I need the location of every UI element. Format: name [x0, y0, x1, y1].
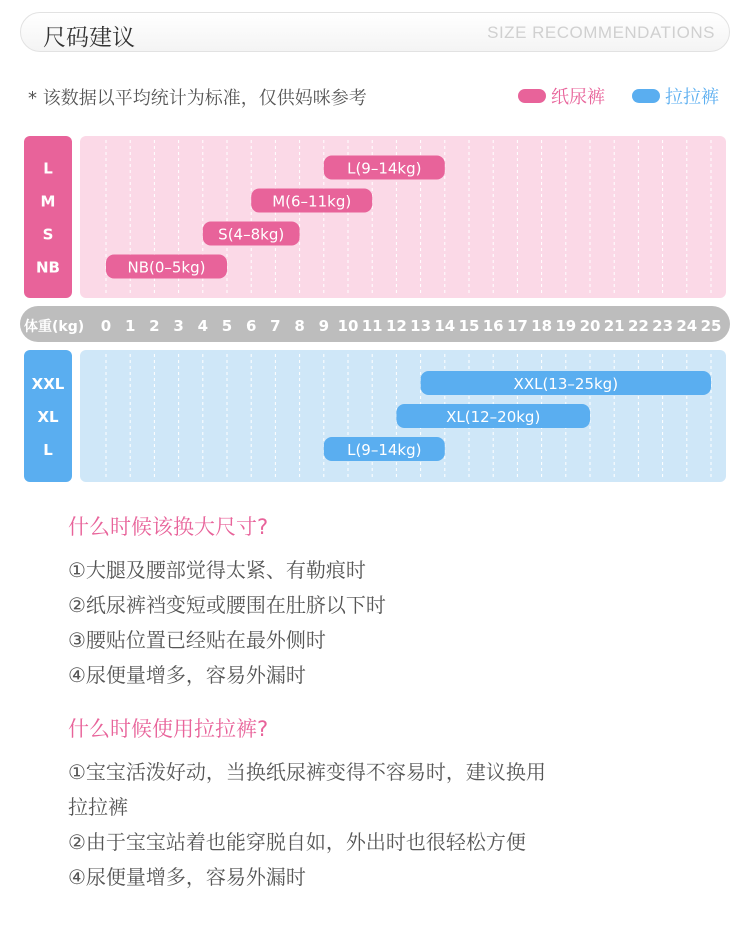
- weight-tick-label: 15: [458, 317, 480, 335]
- faq-answer: ④尿便量增多，容易外漏时: [68, 865, 306, 889]
- diaper-bar-label: L(9–14kg): [347, 159, 422, 178]
- weight-tick-label: 21: [603, 317, 625, 335]
- size-chart: [0, 130, 750, 490]
- weight-tick-label: 6: [245, 317, 257, 335]
- diaper-size-label: NB: [36, 258, 60, 277]
- weight-tick-label: 25: [700, 317, 722, 335]
- weight-tick-label: 14: [434, 317, 456, 335]
- pants-size-label: L: [43, 441, 53, 459]
- diaper-bar-label: M(6–11kg): [272, 192, 352, 211]
- faq-answer: ①宝宝活泼好动，当换纸尿裤变得不容易时，建议换用: [68, 760, 546, 784]
- weight-tick-label: 23: [652, 317, 674, 335]
- legend-swatch-blue: [632, 89, 660, 103]
- faq-answer: ③腰贴位置已经贴在最外侧时: [68, 628, 326, 652]
- legend-diaper: [518, 84, 605, 108]
- legend-label-diaper: 纸尿裤: [551, 87, 605, 108]
- weight-tick-label: 9: [318, 317, 330, 335]
- section-header: [20, 12, 730, 52]
- pants-size-label: XL: [37, 408, 59, 426]
- weight-tick-label: 5: [221, 317, 233, 335]
- weight-tick-label: 19: [555, 317, 577, 335]
- pants-bar-label: XXL(13–25kg): [513, 375, 619, 393]
- weight-tick-label: 24: [676, 317, 698, 335]
- page-title: 尺码建议: [43, 25, 135, 51]
- diaper-size-label: S: [42, 225, 54, 244]
- faq-section-1: [68, 510, 386, 693]
- faq-section-2: [68, 712, 546, 895]
- data-note: * 该数据以平均统计为标准，仅供妈咪参考: [28, 88, 367, 109]
- weight-tick-label: 0: [100, 317, 112, 335]
- weight-tick-label: 20: [579, 317, 601, 335]
- page-title-en: SIZE RECOMMENDATIONS: [487, 23, 715, 42]
- legend-label-pants: 拉拉裤: [665, 87, 719, 108]
- faq-answer: ②纸尿裤裆变短或腰围在肚脐以下时: [68, 593, 386, 617]
- weight-axis-label: 体重(kg): [24, 319, 85, 335]
- weight-tick-label: 18: [531, 317, 553, 335]
- diaper-bar-label: NB(0–5kg): [127, 258, 206, 277]
- weight-tick-label: 16: [482, 317, 504, 335]
- diaper-bar-label: S(4–8kg): [218, 225, 285, 244]
- weight-tick-label: 3: [173, 317, 184, 335]
- legend-pants: [632, 84, 719, 108]
- faq-answer: ④尿便量增多，容易外漏时: [68, 663, 306, 687]
- weight-tick-label: 4: [197, 317, 209, 335]
- diaper-size-label: L: [43, 159, 53, 178]
- faq-question-2: 什么时候使用拉拉裤?: [68, 717, 269, 741]
- pants-size-label: XXL: [31, 375, 65, 393]
- faq-question-1: 什么时候该换大尺寸?: [68, 515, 269, 539]
- faq-answer: ②由于宝宝站着也能穿脱自如，外出时也很轻松方便: [68, 830, 526, 854]
- faq-answer: ①大腿及腰部觉得太紧、有勒痕时: [68, 558, 366, 582]
- weight-tick-label: 12: [385, 317, 407, 335]
- weight-tick-label: 2: [149, 317, 160, 335]
- weight-tick-label: 1: [124, 317, 136, 335]
- legend-swatch-pink: [518, 89, 546, 103]
- pants-bar-label: XL(12–20kg): [446, 408, 541, 426]
- diaper-size-label: M: [40, 192, 56, 211]
- weight-tick-label: 10: [337, 317, 359, 335]
- weight-tick-label: 11: [361, 317, 383, 335]
- pants-bar-label: L(9–14kg): [347, 441, 422, 459]
- weight-tick-label: 13: [410, 317, 432, 335]
- weight-tick-label: 17: [506, 317, 528, 335]
- weight-tick-label: 22: [627, 317, 649, 335]
- weight-tick-label: 7: [270, 317, 281, 335]
- weight-tick-label: 8: [294, 317, 305, 335]
- faq-answer: 拉拉裤: [68, 795, 128, 819]
